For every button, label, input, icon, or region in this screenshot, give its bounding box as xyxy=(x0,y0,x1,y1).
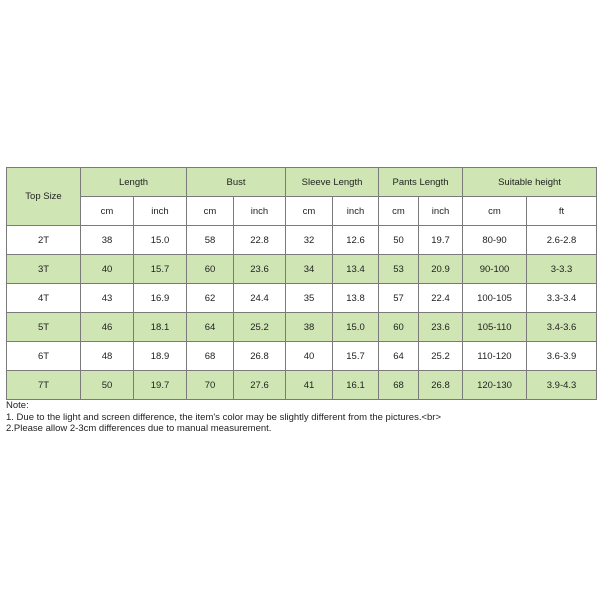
top-size-header: Top Size xyxy=(7,168,81,226)
measurement-cell: 46 xyxy=(81,313,134,342)
measurement-cell: 35 xyxy=(286,284,333,313)
header-row xyxy=(7,168,597,197)
note-line-2: 2.Please allow 2-3cm differences due to manual measurement. xyxy=(6,423,272,434)
measurement-cell: 60 xyxy=(187,255,234,284)
measurement-cell: 68 xyxy=(379,371,419,400)
unit-cell: inch xyxy=(234,197,286,226)
measurement-cell: 110-120 xyxy=(463,342,527,371)
measurement-cell: 40 xyxy=(81,255,134,284)
size-cell: 2T xyxy=(7,226,81,255)
measurement-cell: 23.6 xyxy=(419,313,463,342)
measurement-cell: 13.4 xyxy=(333,255,379,284)
measurement-cell: 16.1 xyxy=(333,371,379,400)
measurement-cell: 50 xyxy=(81,371,134,400)
measurement-cell: 53 xyxy=(379,255,419,284)
measurement-cell: 120-130 xyxy=(463,371,527,400)
measurement-cell: 48 xyxy=(81,342,134,371)
measurement-cell: 3.3-3.4 xyxy=(527,284,597,313)
unit-cell: ft xyxy=(527,197,597,226)
measurement-cell: 64 xyxy=(187,313,234,342)
measurement-cell: 62 xyxy=(187,284,234,313)
measurement-cell: 3.9-4.3 xyxy=(527,371,597,400)
table-row xyxy=(7,313,597,342)
measurement-cell: 18.9 xyxy=(134,342,187,371)
measurement-cell: 40 xyxy=(286,342,333,371)
unit-cell: inch xyxy=(333,197,379,226)
size-chart xyxy=(6,167,596,400)
length-header: Length xyxy=(81,168,187,197)
measurement-cell: 3.4-3.6 xyxy=(527,313,597,342)
unit-cell: cm xyxy=(463,197,527,226)
measurement-cell: 24.4 xyxy=(234,284,286,313)
measurement-cell: 80-90 xyxy=(463,226,527,255)
measurement-cell: 38 xyxy=(81,226,134,255)
measurement-cell: 26.8 xyxy=(419,371,463,400)
measurement-cell: 70 xyxy=(187,371,234,400)
measurement-cell: 41 xyxy=(286,371,333,400)
table-row xyxy=(7,342,597,371)
size-cell: 3T xyxy=(7,255,81,284)
measurement-cell: 26.8 xyxy=(234,342,286,371)
measurement-cell: 19.7 xyxy=(134,371,187,400)
measurement-cell: 23.6 xyxy=(234,255,286,284)
measurement-cell: 60 xyxy=(379,313,419,342)
unit-row xyxy=(7,197,597,226)
unit-cell: cm xyxy=(187,197,234,226)
measurement-cell: 2.6-2.8 xyxy=(527,226,597,255)
table-row xyxy=(7,371,597,400)
unit-cell: inch xyxy=(134,197,187,226)
measurement-cell: 64 xyxy=(379,342,419,371)
note-line-1: 1. Due to the light and screen difference, the item's color may be slightly different from the pictures.<br> xyxy=(6,411,441,423)
measurement-cell: 22.8 xyxy=(234,226,286,255)
measurement-cell: 68 xyxy=(187,342,234,371)
size-cell: 5T xyxy=(7,313,81,342)
measurement-cell: 15.7 xyxy=(333,342,379,371)
table-row xyxy=(7,284,597,313)
measurement-cell: 13.8 xyxy=(333,284,379,313)
measurement-cell: 43 xyxy=(81,284,134,313)
pants-length-header: Pants Length xyxy=(379,168,463,197)
measurement-cell: 18.1 xyxy=(134,313,187,342)
measurement-cell: 27.6 xyxy=(234,371,286,400)
measurement-cell: 12.6 xyxy=(333,226,379,255)
unit-cell: cm xyxy=(286,197,333,226)
measurement-cell: 15.0 xyxy=(134,226,187,255)
table-row xyxy=(7,226,597,255)
measurement-cell: 19.7 xyxy=(419,226,463,255)
measurement-cell: 32 xyxy=(286,226,333,255)
sleeve-length-header: Sleeve Length xyxy=(286,168,379,197)
measurement-cell: 90-100 xyxy=(463,255,527,284)
measurement-cell: 15.7 xyxy=(134,255,187,284)
measurement-cell: 3.6-3.9 xyxy=(527,342,597,371)
measurement-cell: 58 xyxy=(187,226,234,255)
measurement-cell: 25.2 xyxy=(234,313,286,342)
notes xyxy=(6,400,441,435)
measurement-cell: 22.4 xyxy=(419,284,463,313)
measurement-cell: 50 xyxy=(379,226,419,255)
measurement-cell: 34 xyxy=(286,255,333,284)
measurement-cell: 3-3.3 xyxy=(527,255,597,284)
measurement-cell: 25.2 xyxy=(419,342,463,371)
size-table xyxy=(6,167,597,400)
bust-header: Bust xyxy=(187,168,286,197)
measurement-cell: 38 xyxy=(286,313,333,342)
measurement-cell: 105-110 xyxy=(463,313,527,342)
measurement-cell: 100-105 xyxy=(463,284,527,313)
unit-cell: cm xyxy=(81,197,134,226)
unit-cell: cm xyxy=(379,197,419,226)
size-cell: 4T xyxy=(7,284,81,313)
table-row xyxy=(7,255,597,284)
suitable-height-header: Suitable height xyxy=(463,168,597,197)
measurement-cell: 57 xyxy=(379,284,419,313)
size-cell: 7T xyxy=(7,371,81,400)
unit-cell: inch xyxy=(419,197,463,226)
note-heading: Note: xyxy=(6,400,29,411)
measurement-cell: 20.9 xyxy=(419,255,463,284)
measurement-cell: 16.9 xyxy=(134,284,187,313)
size-cell: 6T xyxy=(7,342,81,371)
measurement-cell: 15.0 xyxy=(333,313,379,342)
